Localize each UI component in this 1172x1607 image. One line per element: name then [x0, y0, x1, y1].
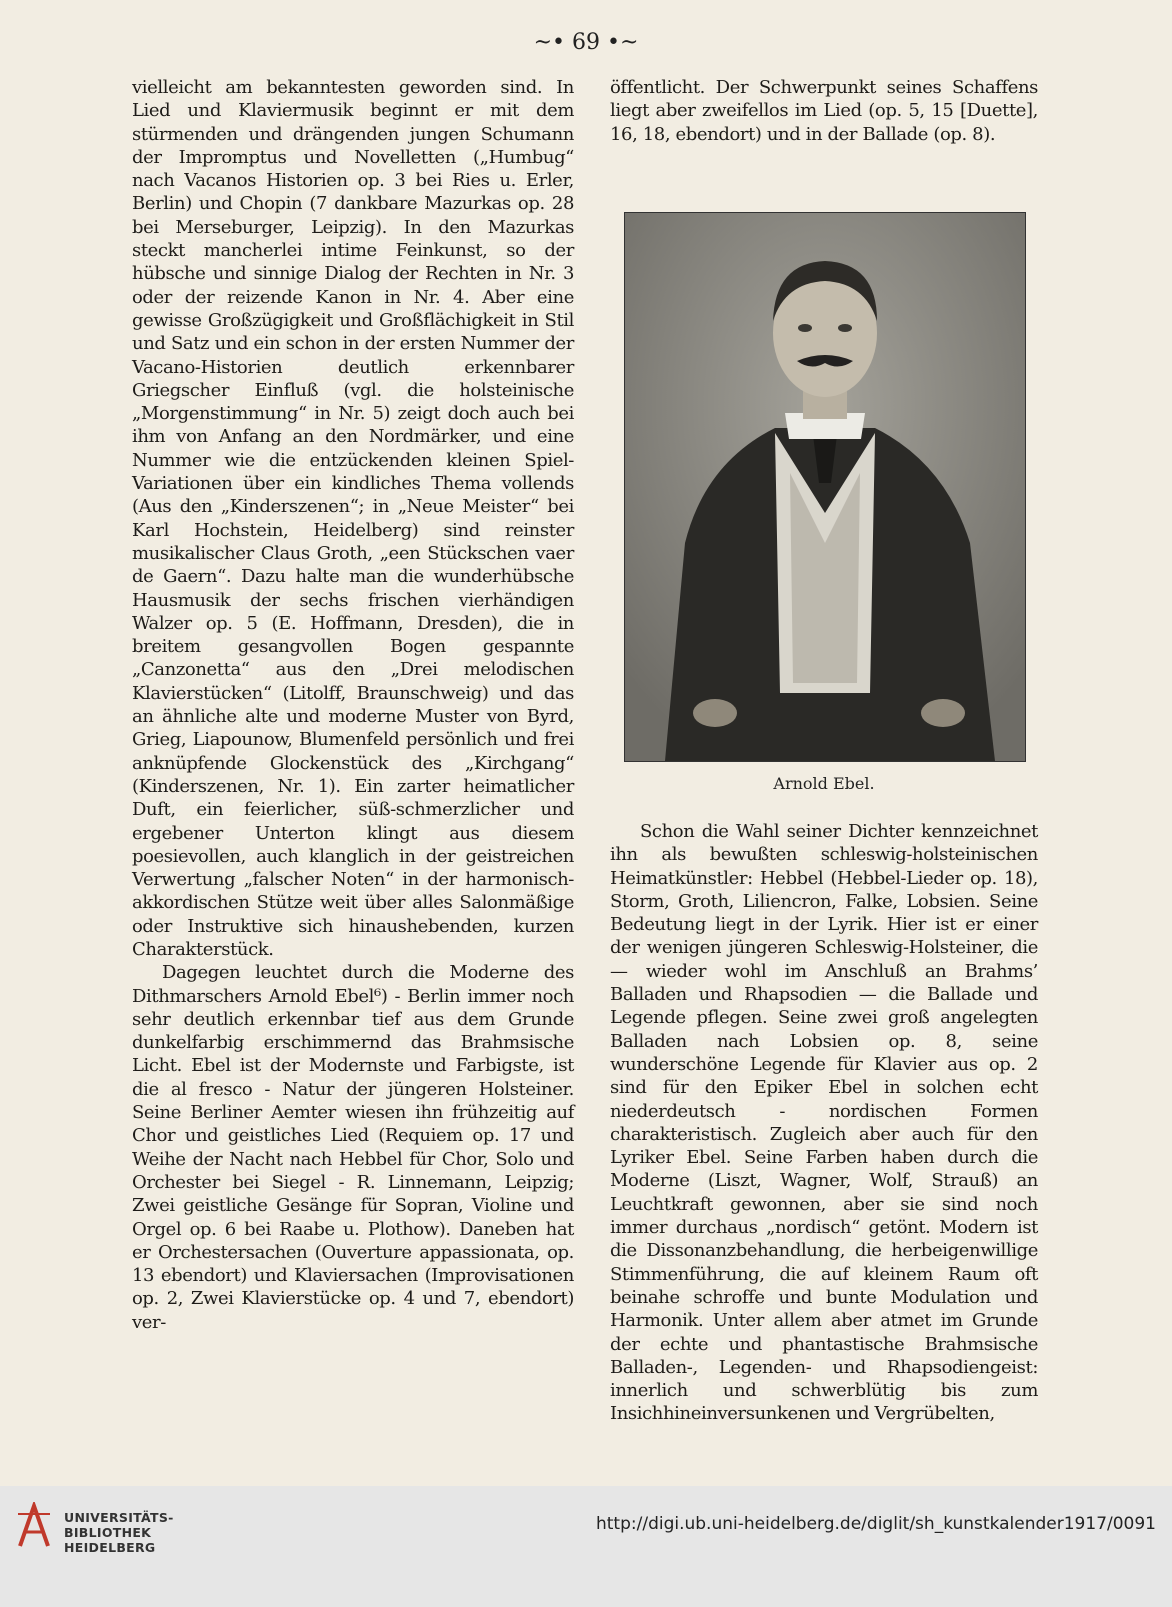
- right-column-top: [610, 76, 1038, 146]
- left-column: [132, 76, 574, 1334]
- page-number: ~• 69 •~: [533, 30, 639, 55]
- portrait-photo: [624, 212, 1026, 762]
- right-bottom-paragraph: Schon die Wahl seiner Dichter kennzeichnet ihn als bewußten schleswig-holsteinischen Heimatkünstler: Hebbel (Hebbel-Lieder op. 18), Storm, Groth, Liliencron, Falke, Lobsien. Seine Bedeutung liegt in der Lyrik. Hier ist er einer der wenigen jüngeren Schleswig-Holsteiner, die — wieder wohl im Anschluß an Brahms’ Balladen und Rhapsodien — die Ballade und Legende pflegen. Seine zwei groß angelegten Balladen nach Lobsien op. 8, seine wunderschöne Legende für Klavier aus op. 2 sind für den Epiker Ebel in solchen echt niederdeutsch - nordischen Formen charakteristisch. Zugleich aber auch für den Lyriker Ebel. Seine Farben haben durch die Moderne (Liszt, Wagner, Wolf, Strauß) an Leuchtkraft gewonnen, aber sie sind noch immer durchaus „nordisch“ getönt. Modern ist die Dissonanzbehandlung, die herbeigenwillige Stimmenführung, die auf kleinem Raum oft beinahe schroffe und bunte Modulation und Harmonik. Unter allem aber atmet im Grunde der echte und phantastische Brahmsische Balladen-, Legenden- und Rhapsodiengeist: innerlich und schwerblütig bis zum Insichhineinversunkenen und Vergrübelten,: [610, 821, 1038, 1425]
- left-paragraph-2: Dagegen leuchtet durch die Moderne des Dithmarschers Arnold Ebel⁶) - Berlin immer noch sehr deutlich erkennbar tief aus dem Grunde dunkelfarbig erschimmernd das Brahmsische Licht. Ebel ist der Modernste und Farbigste, ist die al fresco - Natur der jüngeren Holsteiner. Seine Berliner Aemter wiesen ihn frühzeitig auf Chor und geistliches Lied (Requiem op. 17 und Weihe der Nacht nach Hebbel für Chor, Solo und Orchester bei Siegel - R. Linnemann, Leipzig; Zwei geistliche Gesänge für Sopran, Violine und Orgel op. 6 bei Raabe u. Plothow). Daneben hat er Orchestersachen (Ouverture appassionata, op. 13 ebendort) und Klaviersachen (Improvisationen op. 2, Zwei Klavierstücke op. 4 und 7, ebendort) ver-: [132, 962, 574, 1333]
- photo-caption: Arnold Ebel.: [773, 774, 875, 793]
- footer: [0, 1486, 1172, 1607]
- footer-institution-line-3: HEIDELBERG: [64, 1540, 156, 1555]
- portrait-illustration: [625, 213, 1025, 761]
- university-library-logo-icon: [16, 1502, 52, 1550]
- footer-institution-line-1: UNIVERSITÄTS-: [64, 1510, 174, 1525]
- left-paragraph-1: vielleicht am bekanntesten geworden sind. In Lied und Klaviermusik beginnt er mit dem stürmenden und drängenden jungen Schumann der Impromptus und Novelletten („Humbug“ nach Vacanos Historien op. 3 bei Ries u. Erler, Berlin) und Chopin (7 dankbare Mazurkas op. 28 bei Merseburger, Leipzig). In den Mazurkas steckt mancherlei intime Feinkunst, so der hübsche und sinnige Dialog der Rechten in Nr. 3 oder der reizende Kanon in Nr. 4. Aber eine gewisse Großzügigkeit und Großflächigkeit in Stil und Satz und ein schon in der ersten Nummer der Vacano-Historien deutlich erkennbarer Griegscher Einfluß (vgl. die holsteinische „Morgenstimmung“ in Nr. 5) zeigt doch auch bei ihm von Anfang an den Nordmärker, und eine Nummer wie die entzückenden kleinen Spiel-Variationen über ein kindliches Thema vollends (Aus den „Kinderszenen“; in „Neue Meister“ bei Karl Hochstein, Heidelberg) sind reinster musikalischer Claus Groth, „een Stückschen vaer de Gaern“. Dazu halte man die wunderhübsche Hausmusik der sechs frischen vierhändigen Walzer op. 5 (E. Hoffmann, Dresden), die in breitem gesangvollen Bogen gespannte „Canzonetta“ aus den „Drei melodischen Klavierstücken“ (Litolff, Braunschweig) und das an ähnliche alte und moderne Muster von Byrd, Grieg, Liapounow, Blumenfeld persönlich und frei anknüpfende Glockenstück des „Kirchgang“ (Kinderszenen, Nr. 1). Ein zarter heimatlicher Duft, ein feierlicher, süß-schmerzlicher und ergebener Unterton klingt aus diesem poesievollen, auch klanglich in der geistreichen Verwertung „falscher Noten“ in der harmonisch-akkordischen Stütze weit über alles Salonmäßige oder Instruktive sich hinaushebenden, kurzen Charakterstück.: [132, 77, 574, 960]
- footer-institution-line-2: BIBLIOTHEK: [64, 1525, 152, 1540]
- right-column-bottom: [610, 820, 1038, 1426]
- right-top-paragraph: öffentlicht. Der Schwerpunkt seines Schaffens liegt aber zweifellos im Lied (op. 5, 15 [Duette], 16, 18, ebendort) und in der Ballade (op. 8).: [610, 77, 1038, 145]
- footer-institution: [64, 1510, 174, 1555]
- footer-url-link[interactable]: http://digi.ub.uni-heidelberg.de/diglit/sh_kunstkalender1917/0091: [595, 1514, 1156, 1534]
